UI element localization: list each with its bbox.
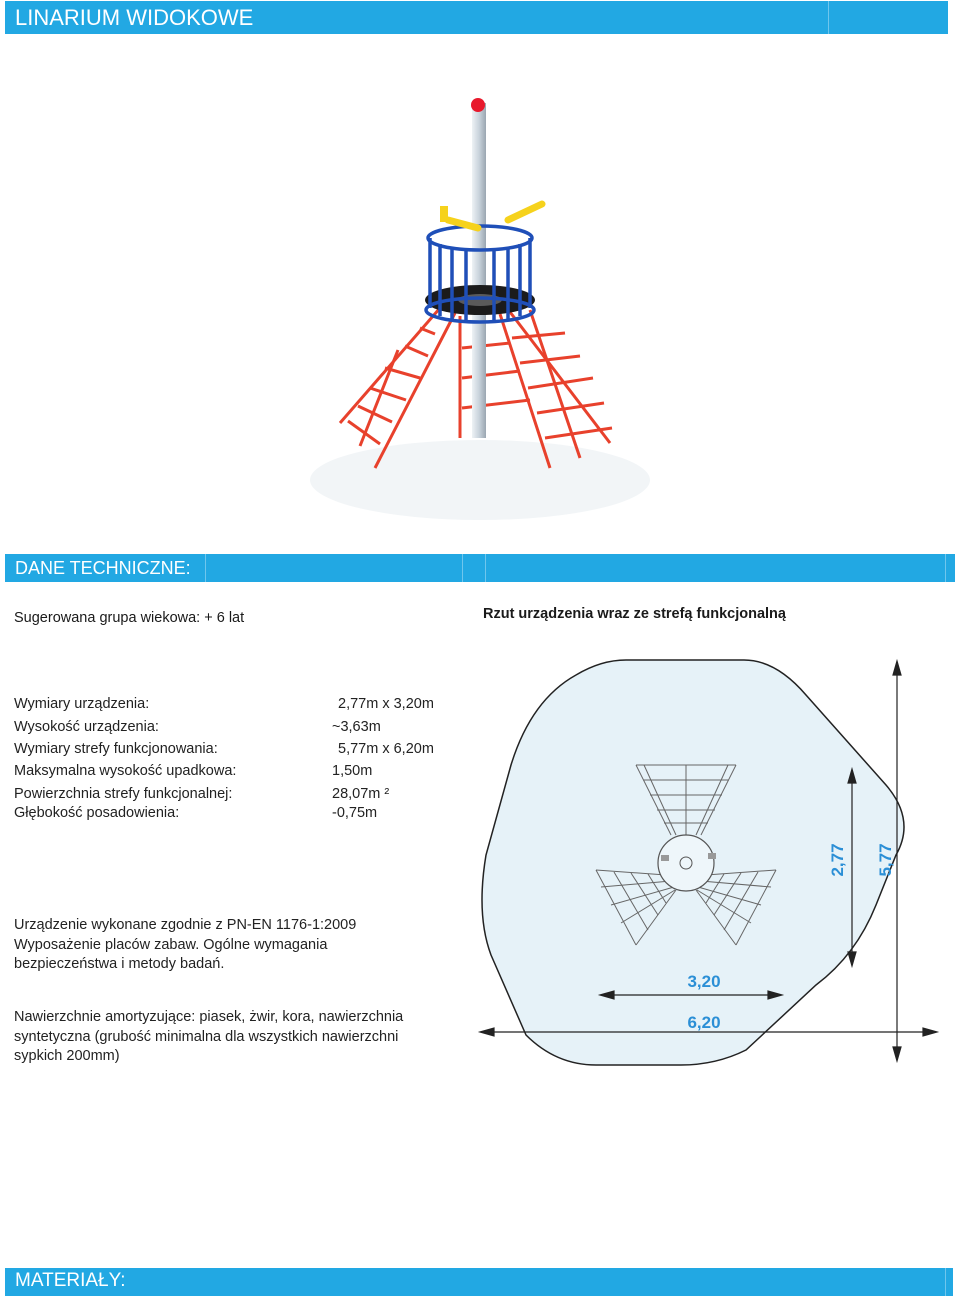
surface-line: Nawierzchnie amortyzujące: piasek, żwir, kora, nawierzchnia xyxy=(14,1009,404,1025)
page-title: LINARIUM WIDOKOWE xyxy=(15,5,254,30)
spec-value: 28,07m ² xyxy=(332,786,390,802)
age-group: Sugerowana grupa wiekowa: + 6 lat xyxy=(14,610,245,626)
spec-value: 2,77m x 3,20m xyxy=(338,696,434,712)
spec-label: Wymiary urządzenia: xyxy=(14,696,150,712)
norm-line: Urządzenie wykonane zgodnie z PN-EN 1176-1:2009 xyxy=(14,917,357,933)
spec-label: Wymiary strefy funkcjonowania: xyxy=(14,741,218,757)
section-title-technical: DANE TECHNICZNE: xyxy=(15,558,191,578)
spec-value: -0,75m xyxy=(332,805,378,821)
plan-drawing xyxy=(476,655,946,1075)
spec-label: Maksymalna wysokość upadkowa: xyxy=(14,763,237,779)
surface-line: sypkich 200mm) xyxy=(14,1048,120,1064)
dim-label-zone-width: 6,20 xyxy=(687,1013,721,1032)
dim-label-device-depth: 2,77 xyxy=(828,843,847,877)
norm-line: bezpieczeństwa i metody badań. xyxy=(14,956,225,972)
norm-line: Wyposażenie placów zabaw. Ogólne wymagania xyxy=(14,936,328,953)
title-band xyxy=(5,1,948,34)
spec-value: 5,77m x 6,20m xyxy=(338,741,434,757)
product-image xyxy=(280,88,680,538)
spec-value: ~3,63m xyxy=(332,719,381,735)
spec-label: Głębokość posadowienia: xyxy=(14,805,180,821)
spec-label: Powierzchnia strefy funkcjonalnej: xyxy=(14,786,233,802)
plan-title: Rzut urządzenia wraz ze strefą funkcjonalną xyxy=(483,606,786,622)
technical-data-band xyxy=(5,554,955,582)
spec-label: Wysokość urządzenia: xyxy=(14,719,159,735)
materials-band xyxy=(5,1268,953,1296)
surface-paragraph xyxy=(14,1008,403,1067)
spec-value: 1,50m xyxy=(332,763,373,779)
dim-label-device-width: 3,20 xyxy=(687,972,721,991)
section-title-materials: MATERIAŁY: xyxy=(15,1270,126,1291)
dim-label-zone-depth: 5,77 xyxy=(876,843,895,877)
surface-line: syntetyczna (grubość minimalna dla wszystkich nawierzchni xyxy=(14,1028,399,1045)
norm-paragraph xyxy=(14,916,356,975)
